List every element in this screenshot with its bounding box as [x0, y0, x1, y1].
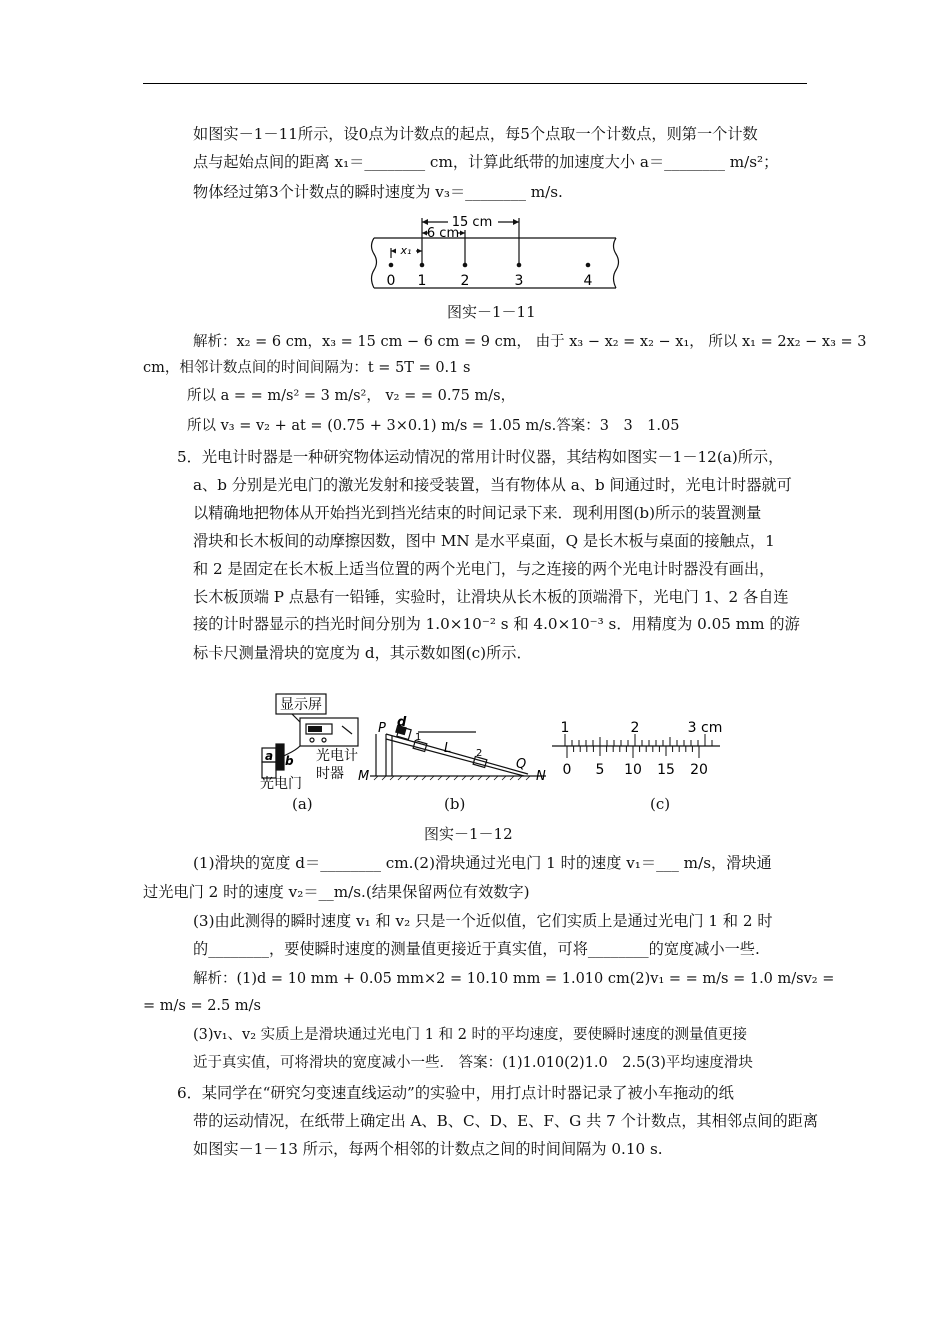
label-M: M	[358, 769, 370, 784]
label-Q: Q	[516, 757, 527, 772]
q4-line-3: 物体经过第3个计数点的瞬时速度为 v₃＝________ m/s.	[193, 183, 563, 201]
tape-dot-4	[586, 263, 591, 268]
label-N: N	[536, 769, 546, 784]
dim-6cm: 6 cm	[426, 226, 460, 241]
q5-line-4: 滑块和长木板间的动摩擦因数，图中 MN 是水平桌面，Q 是长木板与桌面的接触点，1	[193, 532, 775, 550]
q5-sol-line-2: = m/s = 2.5 m/s	[143, 998, 261, 1014]
vernier-10: 10	[624, 762, 642, 778]
dim-x1: x₁	[400, 244, 412, 257]
tape-label-3: 3	[514, 273, 524, 289]
label-b: b	[285, 754, 294, 768]
figure-vernier	[548, 720, 724, 780]
vernier-0: 0	[562, 762, 572, 778]
q5-line-8: 标卡尺测量滑块的宽度为 d，其示数如图(c)所示．	[193, 644, 532, 662]
main-scale-2: 2	[630, 720, 640, 736]
sub-caption-b: (b)	[444, 795, 466, 813]
main-scale-1: 1	[560, 720, 570, 736]
vernier-20: 20	[690, 762, 708, 778]
q5-line-1: 5．光电计时器是一种研究物体运动情况的常用计时仪器，其结构如图实－1－12(a)所示，	[177, 448, 784, 466]
q4-sol-line-2: cm，相邻计数点间的时间间隔为：t = 5T = 0.1 s	[143, 360, 471, 376]
q5-sol-line-3: (3)v₁、v₂ 实质上是滑块通过光电门 1 和 2 时的平均速度，要使瞬时速度的测量值更接	[193, 1027, 748, 1043]
label-screen: 显示屏	[280, 697, 322, 713]
q5-line-3: 以精确地把物体从开始挡光到挡光结束的时间记录下来．现利用图(b)所示的装置测量	[193, 504, 762, 522]
label-d: d	[397, 715, 407, 730]
q5-sub-line-2: 过光电门 2 时的速度 v₂＝__m/s.(结果保留两位有效数字)	[143, 883, 530, 901]
fig12-caption: 图实－1－12	[424, 825, 513, 843]
tape-dot-0	[389, 263, 394, 268]
q6-line-1: 6．某同学在“研究匀变速直线运动”的实验中，用打点计时器记录了被小车拖动的纸	[177, 1084, 734, 1102]
tape-label-4: 4	[583, 273, 593, 289]
label-gate-1: 1	[415, 732, 422, 743]
q5-line-6: 长木板顶端 P 点悬有一铅锤，实验时，让滑块从长木板的顶端滑下，光电门 1、2 各自连	[193, 588, 789, 606]
label-a: a	[265, 749, 274, 763]
vernier-5: 5	[595, 762, 605, 778]
q5-sol-line-4: 近于真实值，可将滑块的宽度减小一些． 答案：(1)1.010(2)1.0 2.5(3)平均速度滑块	[193, 1055, 753, 1071]
q4-sol-line-1: 解析：x₂ = 6 cm，x₃ = 15 cm − 6 cm = 9 cm， 由于 x₃ − x₂ = x₂ − x₁， 所以 x₁ = 2x₂ − x₃ = 3	[193, 334, 867, 350]
figure-incline	[352, 714, 552, 784]
q5-line-7: 接的计时器显示的挡光时间分别为 1.0×10⁻² s 和 4.0×10⁻³ s．用精度为 0.05 mm 的游	[193, 615, 800, 633]
q5-line-2: a、b 分别是光电门的激光发射和接受装置，当有物体从 a、b 间通过时，光电计时器就可	[193, 476, 792, 494]
sub-caption-a: (a)	[292, 795, 313, 813]
label-P: P	[378, 721, 386, 736]
label-gate-2: 2	[476, 748, 483, 759]
vernier-15: 15	[657, 762, 675, 778]
tape-dot-1	[420, 263, 425, 268]
q5-sol-line-1: 解析：(1)d = 10 mm + 0.05 mm×2 = 10.10 mm = 1.010 cm(2)v₁ = = m/s = 1.0 m/sv₂ =	[193, 971, 835, 987]
q6-line-3: 如图实－1－13 所示，每两个相邻的计数点之间的时间间隔为 0.10 s.	[193, 1140, 663, 1158]
tape-dot-3	[517, 263, 522, 268]
figure-tape	[368, 208, 620, 292]
tape-dot-2	[463, 263, 468, 268]
header-rule	[143, 83, 807, 84]
dim-15cm: 15 cm	[451, 215, 493, 230]
sub-caption-c: (c)	[650, 795, 671, 813]
tape-label-1: 1	[417, 273, 427, 289]
q5-sub-line-1: (1)滑块的宽度 d＝________ cm.(2)滑块通过光电门 1 时的速度 v₁＝___ m/s，滑块通	[193, 854, 772, 872]
q4-line-1: 如图实－1－11所示，设0点为计数点的起点，每5个点取一个计数点，则第一个计数	[193, 125, 758, 143]
label-L: L	[444, 741, 452, 756]
q6-line-2: 带的运动情况，在纸带上确定出 A、B、C、D、E、F、G 共 7 个计数点，其相邻点间的距离	[193, 1112, 819, 1130]
main-scale-3: 3 cm	[687, 720, 723, 736]
tape-label-0: 0	[386, 273, 396, 289]
tape-label-2: 2	[460, 273, 470, 289]
q5-sub-line-3: (3)由此测得的瞬时速度 v₁ 和 v₂ 只是一个近似值，它们实质上是通过光电门 1 和 2 时	[193, 912, 773, 930]
fig11-caption: 图实－1－11	[447, 303, 536, 321]
label-timer-2: 时器	[316, 766, 344, 782]
q5-sub-line-4: 的________，要使瞬时速度的测量值更接近于真实值，可将________的宽度减小一些.	[193, 940, 760, 958]
label-gate: 光电门	[260, 776, 302, 792]
label-timer-1: 光电计	[316, 748, 358, 764]
q4-sol-line-4: 所以 v₃ = v₂ + at = (0.75 + 3×0.1) m/s = 1.05 m/s.答案：3 3 1.05	[187, 418, 680, 434]
q5-line-5: 和 2 是固定在长木板上适当位置的两个光电门，与之连接的两个光电计时器没有画出，	[193, 560, 775, 578]
q4-line-2: 点与起始点间的距离 x₁＝________ cm，计算此纸带的加速度大小 a＝________ m/s²；	[193, 153, 779, 171]
q4-sol-line-3: 所以 a = = m/s² = 3 m/s²， v₂ = = 0.75 m/s，	[187, 388, 516, 404]
